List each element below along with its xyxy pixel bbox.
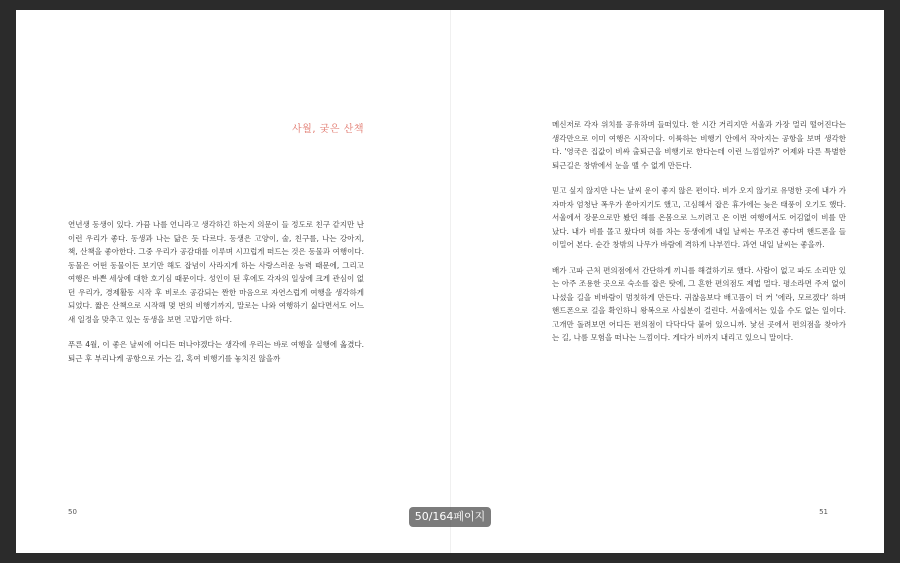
right-page[interactable]: [450, 10, 884, 553]
left-page[interactable]: [16, 10, 450, 553]
page-indicator: 50/164페이지: [409, 507, 491, 527]
paragraph: 연년생 동생이 있다. 가끔 나를 언니라고 생각하긴 하는지 의문이 들 정도로 친구 같지만 난 이런 우리가 좋다. 동생과 나는 닮은 듯 다르다. 동생은 고양이, 술, 친구를, 나는 강아지, 책, 산책을 좋아한다. 그중 우리가 공감대를 이루며 시끄럽게 떠드는 것은 동물과 여행이다. 동물은 어떤 동물이든 보기만 해도 잡념이 사라지게 하는 사랑스러운 능력 때문에, 그리고 여행은 바쁜 세상에 대한 호기심 때문이다. 성인이 된 후에도 각자의 일상에 크게 관심이 없던 우리가, 경제활동 시작 후 비로소 공감되는 짠한 마음으로 자연스럽게 여행을 생각하게 되었다. 짧은 산책으로 시작해 몇 번의 비행기까지, 말로는 나와 여행하기 싫다면서도 어느새 일정을 맞추고 있는 동생을 보면 고맙기만 하다.: [68, 220, 364, 324]
paragraph: 믿고 싶지 않지만 나는 날씨 운이 좋지 않은 편이다. 비가 오지 않기로 유명한 곳에 내가 가자마자 엄청난 폭우가 쏟아지기도 했고, 고심해서 잡은 휴가에는 늦은 태풍이 오기도 했다. 서울에서 장문으로만 봤던 해를 온몸으로 느끼려고 온 이번 여행에서도 어김없이 비를 만났다. 내가 비를 몰고 왔다며 혀를 차는 동생에게 내일 날씨는 무조건 좋다며 핸드폰을 들이밀어 본다. 순간 창밖의 나무가 바람에 격하게 나부낀다. 과연 내일 날씨는 좋을까.: [552, 186, 846, 249]
paragraph: 배가 고파 근처 편의점에서 간단하게 끼니를 해결하기로 했다. 사람이 없고 파도 소리만 있는 아주 조용한 곳으로 숙소를 잡은 탓에, 그 흔한 편의점도 제법 멀다. 평소라면 주저 없이 나섰을 길을 비바람이 멈칫하게 만든다. 귀찮음보다 배고픔이 더 커 '에라, 모르겠다' 하며 핸드폰으로 길을 확인하니 왕복으로 사십분이 걸린다. 서울에서는 있을 수도 없는 일이다. 고개만 돌려보면 어디든 편의점이 다닥다닥 붙어 있으니까. 낯선 곳에서 편의점을 찾아가는 길, 나름 모험을 떠나는 느낌이다. 게다가 비까지 내리고 있으니 말이다.: [552, 265, 846, 342]
chapter-title: 사월, 궂은 산책: [292, 124, 364, 135]
book-spread: [16, 10, 884, 553]
paragraph: 메신저로 각자 위치를 공유하며 들떠있다. 한 시간 거리지만 서울과 가장 멀리 떨어진다는 생각만으로 이미 여행은 시작이다. 이륙하는 비행기 안에서 작아지는 공항을 보며 생각한다. '영국은 집값이 비싸 출퇴근을 비행기로 한다는데 이런 느낌일까?' 어제와 다른 특별한 퇴근길은 창밖에서 눈을 뗄 수 없게 만든다.: [552, 120, 846, 170]
page-number-right: 51: [819, 508, 828, 516]
right-page-body: [552, 118, 846, 345]
page-number-left: 50: [68, 508, 77, 516]
left-page-body: [68, 218, 364, 365]
paragraph: 푸른 4월, 이 좋은 날씨에 어디든 떠나야겠다는 생각에 우리는 바로 여행을 실행에 옮겼다. 퇴근 후 부리나케 공항으로 가는 길, 혹여 비행기를 놓치진 않을까: [68, 340, 364, 363]
